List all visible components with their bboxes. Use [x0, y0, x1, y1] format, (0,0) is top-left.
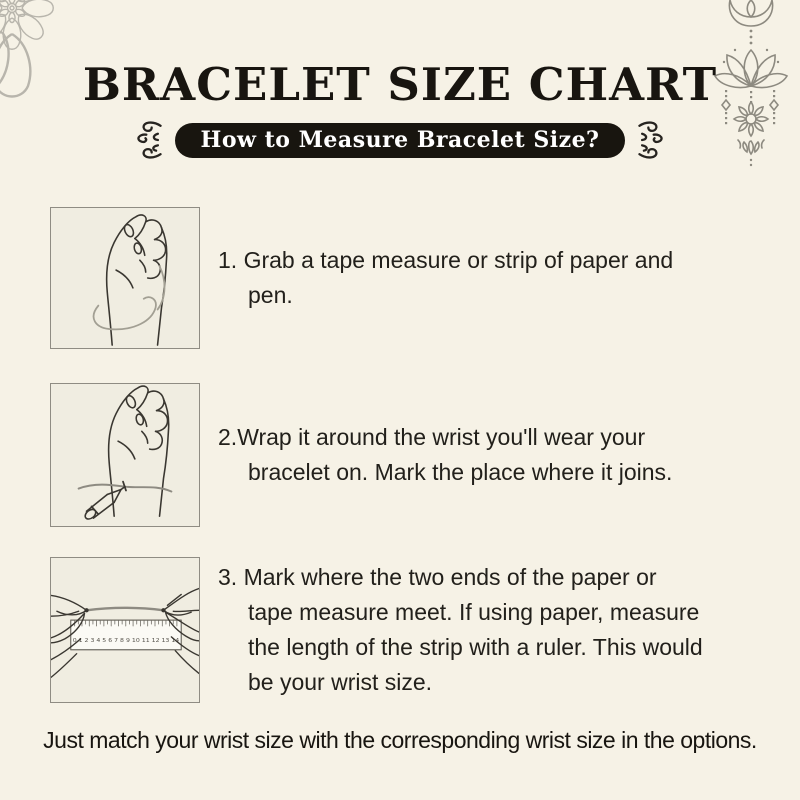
step-2-line-1: Wrap it around the wrist you'll wear your [237, 424, 646, 450]
step-1-line-1: Grab a tape measure or strip of paper and [243, 247, 674, 273]
step-3-line-2: tape measure meet. If using paper, measure [248, 599, 700, 625]
step-1-row [0, 207, 800, 349]
step-2-illustration-box [50, 383, 200, 527]
subtitle-badge-row [0, 118, 800, 162]
step-1-illustration-box [50, 207, 200, 349]
step-1-number: 1. [218, 247, 244, 273]
flourish-right-icon [635, 118, 667, 162]
step-3-row [0, 557, 800, 703]
ruler-numbers: 0 1 2 3 4 5 6 7 8 9 10 11 12 13 14 [72, 637, 180, 644]
step-2-number: 2. [218, 424, 238, 450]
step-3-text-block [218, 557, 788, 703]
fist-with-pen-icon [51, 384, 199, 526]
footer-note: Just match your wrist size with the corresponding wrist size in the options. [43, 727, 757, 753]
step-3-illustration-box [50, 557, 200, 703]
step-1-text-block [218, 207, 788, 349]
step-3-line-3: the length of the strip with a ruler. This would [248, 634, 703, 660]
step-2-row [0, 383, 800, 527]
flourish-left-icon [133, 118, 165, 162]
step-3-line-4: be your wrist size. [248, 669, 433, 695]
hands-ruler-strip-icon [51, 558, 199, 702]
step-3-line-1: Mark where the two ends of the paper or [243, 564, 657, 590]
fist-with-string-icon [51, 208, 199, 348]
step-1-line-2: pen. [248, 282, 293, 308]
page-title: BRACELET SIZE CHART [82, 58, 718, 111]
step-3-number: 3. [218, 564, 244, 590]
step-2-line-2: bracelet on. Mark the place where it joins. [248, 459, 673, 485]
step-2-text-block [218, 383, 788, 527]
subtitle-badge: How to Measure Bracelet Size? [175, 123, 626, 158]
